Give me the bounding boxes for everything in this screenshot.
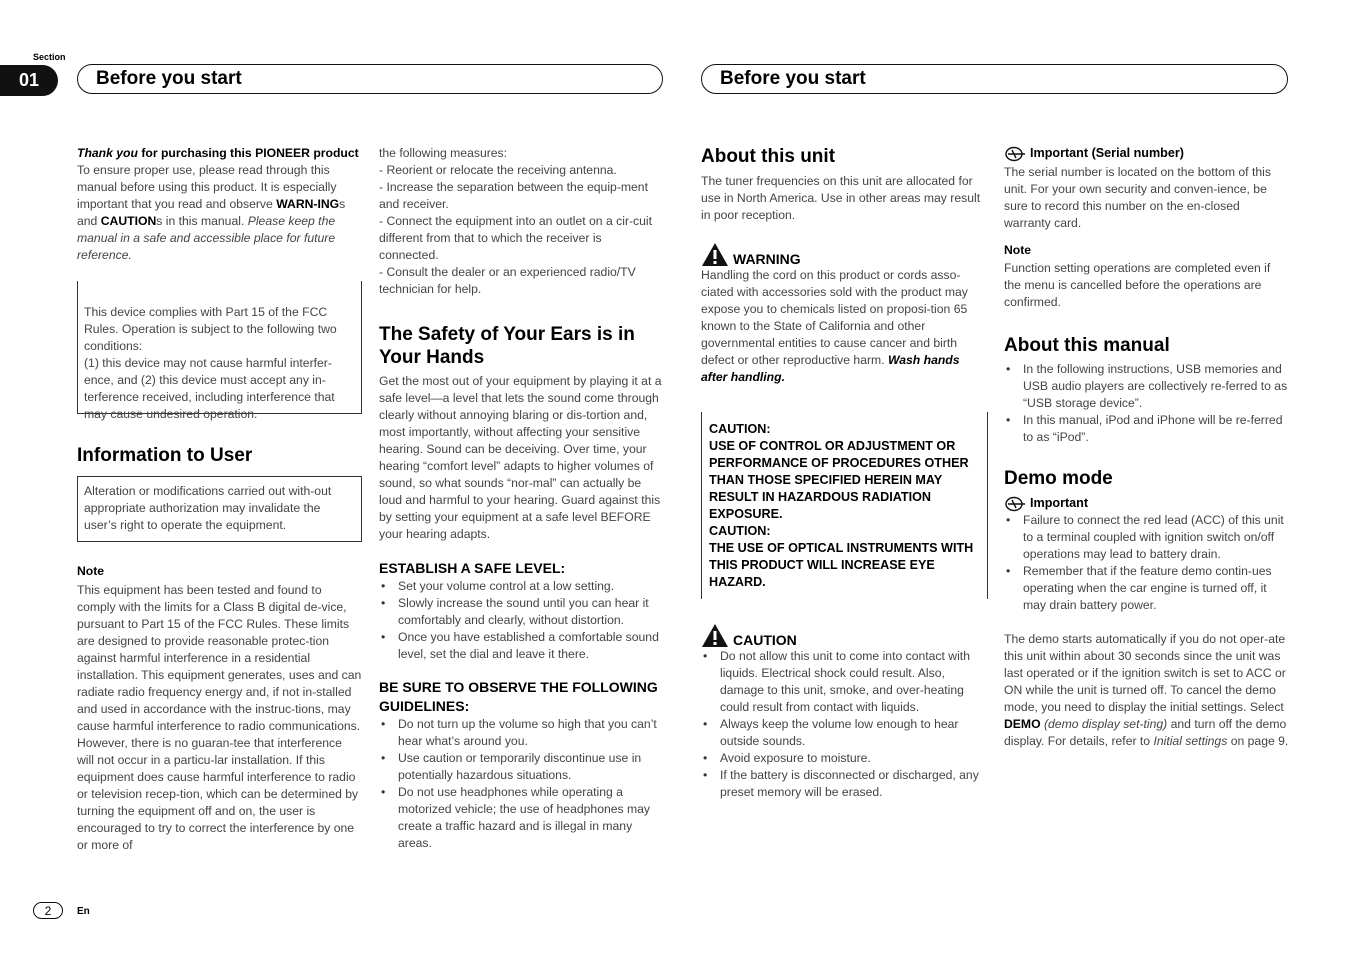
info-to-user-box: Alteration or modifications carried out with-out appropriate authorization may invalidate the user’s right to operate the equipment. bbox=[77, 476, 362, 542]
warning-label: WARNING bbox=[733, 251, 801, 267]
list-item: • Once you have established a comfortable sound level, set the dial and leave it there. bbox=[379, 629, 664, 663]
warning-heading bbox=[701, 242, 988, 267]
column-4 bbox=[1004, 145, 1289, 750]
demo-important-label: Important bbox=[1030, 496, 1089, 510]
thanks-italic: Thank you bbox=[77, 146, 138, 160]
list-item: • Use caution or temporarily discontinue use in potentially hazardous situations. bbox=[379, 750, 664, 784]
list-item: • In the following instructions, USB memories and USB audio players are collectively re-ferred to as “USB storage device”. bbox=[1004, 361, 1289, 412]
section-number: 01 bbox=[0, 65, 58, 96]
caution-triangle-icon bbox=[701, 623, 729, 648]
about-unit-title: About this unit bbox=[701, 146, 836, 167]
important-pointer-icon bbox=[1004, 496, 1026, 512]
ear-safety-title: The Safety of Your Ears is in Your Hands bbox=[379, 324, 635, 368]
fcc-compliance-box: This device complies with Part 15 of the FCC Rules. Operation is subject to the following two conditions: (1) this device may not cause harmful interfer-ence, and (2) this device must accept any in-terference received, including interference that may cause undesired operation. bbox=[77, 281, 362, 414]
about-manual-list bbox=[1004, 361, 1289, 446]
list-item: • If the battery is disconnected or discharged, any preset memory will be erased. bbox=[701, 767, 988, 801]
list-item: • Remember that if the feature demo contin-ues operating when the car engine is turned off, it may drain battery power. bbox=[1004, 563, 1289, 614]
ear-safety-text: Get the most out of your equipment by playing it at a safe level—a level that lets the sound come through clearly without annoying blaring or dis-tortion and, most importantly, without affecting your sensitive hearing. Sound can be deceiving. Over time, your hearing “comfort level” adapts to higher volumes of sound, so what sounds “nor-mal” can actually be loud and harmful to your hearing. Guard against this by setting your equipment at a safe level BEFORE your hearing adapts. bbox=[379, 374, 662, 541]
serial-text: The serial number is located on the bottom of this unit. For your own security and conven-ience, be sure to record this number on the en-closed warranty card. bbox=[1004, 165, 1271, 230]
demo-important-heading bbox=[1004, 495, 1289, 512]
column-2 bbox=[379, 145, 664, 852]
caution-list bbox=[701, 648, 988, 801]
important-pointer-icon bbox=[1004, 146, 1026, 162]
list-item: • Do not allow this unit to come into contact with liquids. Electrical shock could result. Also, damage to this unit, smoke, and over-heating could result from contact with liquids. bbox=[701, 648, 988, 716]
measures-text: the following measures: - Reorient or relocate the receiving antenna. - Increase the separation between the equip-ment and receiver. - Connect the equipment into an outlet on a cir-cuit different from that to which the receiver is connected. - Consult the dealer or an experienced radio/TV technician for help. bbox=[379, 146, 653, 296]
page-language: En bbox=[77, 906, 90, 917]
column-3 bbox=[701, 145, 988, 801]
section-label: Section bbox=[33, 52, 66, 62]
note-title: Note bbox=[77, 564, 105, 578]
header-left: Before you start bbox=[77, 64, 663, 94]
demo-text: The demo starts automatically if you do not oper-ate this unit within about 30 seconds since the unit was last operated or if the ignition switch is set to ACC or ON while the unit is turned off. To cancel the demo mode, you need to display the initial settings. Select DEMO (demo display set-ting) and turn off the demo display. For details, refer to Initial settings on page 9. bbox=[1004, 632, 1289, 748]
column-1 bbox=[77, 145, 362, 854]
list-item: • Do not turn up the volume so high that you can’t hear what’s around you. bbox=[379, 716, 664, 750]
caution-laser-box: CAUTION: USE OF CONTROL OR ADJUSTMENT OR PERFORMANCE OF PROCEDURES OTHER THAN THOSE SPECIFIED HEREIN MAY RESULT IN HAZARDOUS RADIATION EXPOSURE. CAUTION: THE USE OF OPTICAL INSTRUMENTS WITH THIS PRODUCT WILL INCREASE EYE HAZARD. bbox=[701, 412, 988, 599]
list-item: • Avoid exposure to moisture. bbox=[701, 750, 988, 767]
info-to-user-title: Information to User bbox=[77, 445, 253, 466]
about-manual-title: About this manual bbox=[1004, 335, 1170, 356]
intro-paragraph: To ensure proper use, please read through this manual before using this product. It is especially important that you read and observe WARN-INGs and CAUTIONs in this manual. Please keep the manual in a safe and accessible place for future reference. bbox=[77, 163, 346, 262]
thanks-rest: for purchasing this PIONEER product bbox=[137, 146, 359, 160]
note-text: Function setting operations are completed even if the menu is cancelled before the operations are confirmed. bbox=[1004, 261, 1271, 309]
list-item: • Set your volume control at a low setting. bbox=[379, 578, 664, 595]
serial-important-label: Important (Serial number) bbox=[1030, 146, 1184, 160]
list-item: • Do not use headphones while operating a motorized vehicle; the use of headphones may create a traffic hazard and is illegal in many areas. bbox=[379, 784, 664, 852]
about-unit-text: The tuner frequencies on this unit are allocated for use in North America. Use in other areas may result in poor reception. bbox=[701, 174, 981, 222]
demo-list bbox=[1004, 512, 1289, 614]
establish-title: ESTABLISH A SAFE LEVEL: bbox=[379, 560, 566, 576]
list-item: • In this manual, iPod and iPhone will be re-ferred to as “iPod”. bbox=[1004, 412, 1289, 446]
caution-label: CAUTION bbox=[733, 632, 797, 648]
header-right: Before you start bbox=[701, 64, 1288, 94]
caution-heading bbox=[701, 623, 988, 648]
warning-triangle-icon bbox=[701, 242, 729, 267]
establish-list bbox=[379, 578, 664, 663]
page-number: 2 bbox=[33, 902, 63, 919]
list-item: • Slowly increase the sound until you can hear it comfortably and clearly, without distortion. bbox=[379, 595, 664, 629]
observe-list bbox=[379, 716, 664, 852]
list-item: • Failure to connect the red lead (ACC) of this unit to a terminal coupled with ignition switch on/off operations may lead to battery drain. bbox=[1004, 512, 1289, 563]
serial-important-heading bbox=[1004, 145, 1289, 162]
observe-title: BE SURE TO OBSERVE THE FOLLOWING GUIDELINES: bbox=[379, 679, 658, 714]
note-text: This equipment has been tested and found to comply with the limits for a Class B digital de-vice, pursuant to Part 15 of the FCC Rules. These limits are designed to provide reasonable protec-tion against harmful interference in a residential installation. This equipment generates, uses and can radiate radio frequency energy and, if not in-stalled and used in accordance with the instruc-tions, may cause harmful interference to radio communications. However, there is no guaran-tee that interference will not occur in a particu-lar installation. If this equipment does cause harmful interference to radio or television recep-tion, which can be determined by turning the equipment off and on, the user is encouraged to try to correct the interference by one or more of bbox=[77, 583, 362, 852]
note-title: Note bbox=[1004, 243, 1032, 257]
demo-mode-title: Demo mode bbox=[1004, 468, 1113, 489]
warning-text: Handling the cord on this product or cords asso-ciated with accessories sold with the product may expose you to chemicals listed on proposi-tion 65 known to the State of California and other governmental entities to cause cancer and birth defect or other reproductive harm. Wash hands after handling. bbox=[701, 268, 968, 384]
list-item: • Always keep the volume low enough to hear outside sounds. bbox=[701, 716, 988, 750]
